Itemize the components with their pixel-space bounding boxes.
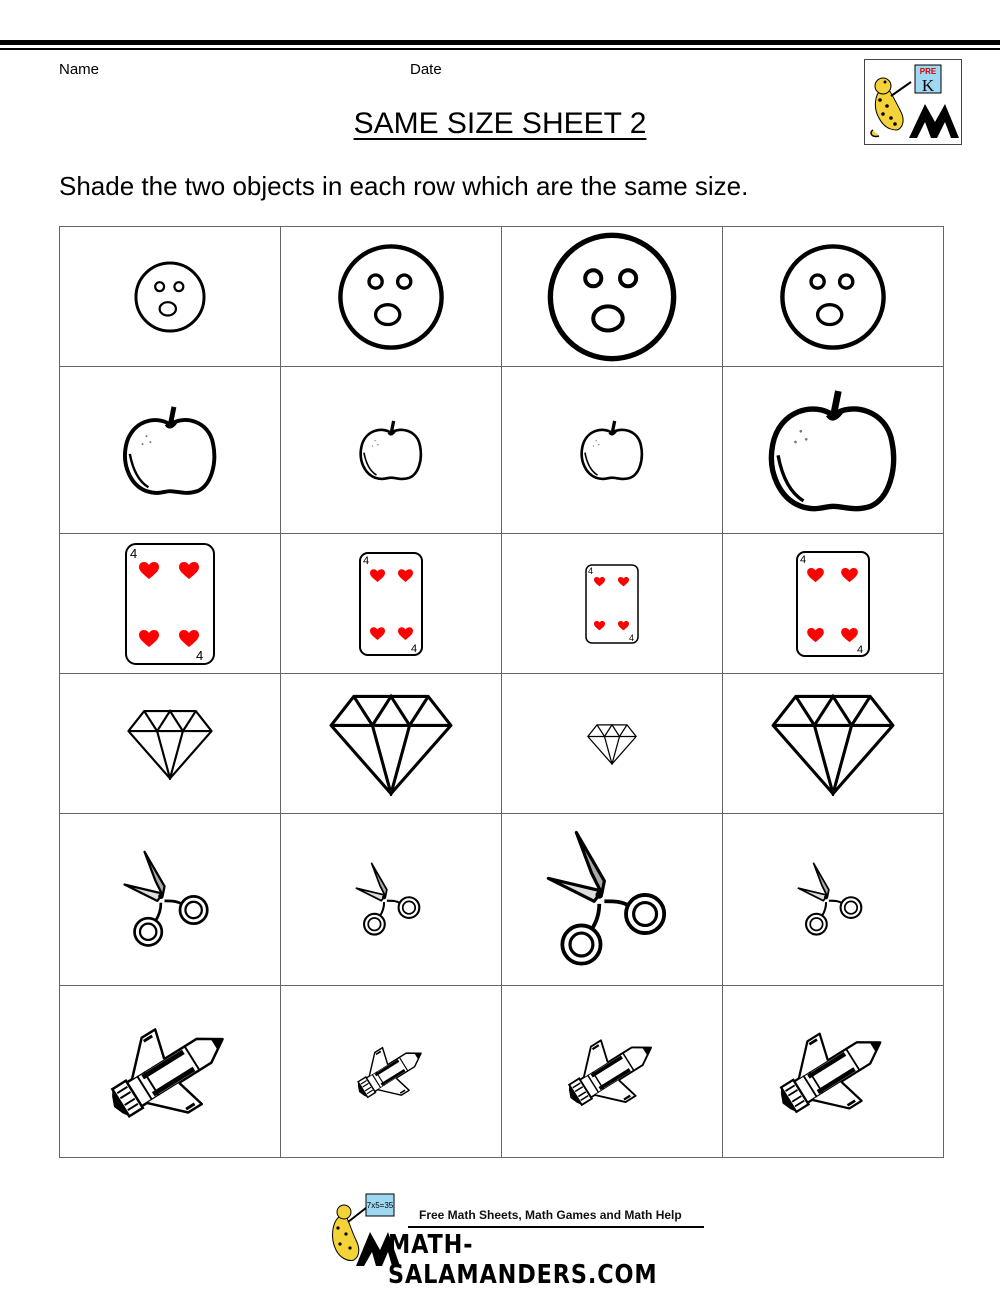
card-value-bottom: 4 xyxy=(411,642,418,655)
cell-face-3[interactable] xyxy=(502,227,723,367)
cell-apple-2[interactable] xyxy=(281,367,502,534)
card-value-bottom: 4 xyxy=(857,643,864,656)
logo-badge-pre: PRE xyxy=(919,67,937,76)
footer-logo[interactable] xyxy=(322,1192,712,1290)
diamond-icon xyxy=(329,692,453,796)
instructions: Shade the two objects in each row which are the same size. xyxy=(59,171,749,201)
footer-site-name[interactable]: MATH-SALAMANDERS.COM xyxy=(388,1230,658,1290)
name-label: Name xyxy=(59,61,100,78)
footer-divider xyxy=(408,1226,704,1228)
cell-scissors-4[interactable] xyxy=(723,814,944,986)
worksheet-grid xyxy=(59,226,944,1158)
page-title: SAME SIZE SHEET 2 xyxy=(353,107,647,140)
scissors-icon xyxy=(796,862,870,938)
cell-scissors-3[interactable] xyxy=(502,814,723,986)
cell-shuttle-2[interactable] xyxy=(281,986,502,1158)
header-rule-thick xyxy=(0,40,1000,45)
space-shuttle-icon xyxy=(770,1018,896,1126)
cell-apple-1[interactable] xyxy=(60,367,281,534)
diamond-icon xyxy=(771,692,895,796)
surprised-face-icon xyxy=(778,242,888,352)
cell-shuttle-1[interactable] xyxy=(60,986,281,1158)
cell-scissors-2[interactable] xyxy=(281,814,502,986)
apple-icon xyxy=(578,417,646,483)
cell-shuttle-3[interactable] xyxy=(502,986,723,1158)
cell-shuttle-4[interactable] xyxy=(723,986,944,1158)
logo-badge-k: K xyxy=(921,76,935,95)
space-shuttle-icon xyxy=(351,1037,431,1107)
row-faces xyxy=(60,227,944,367)
cell-diamond-4[interactable] xyxy=(723,674,944,814)
apple-icon xyxy=(766,382,900,518)
card-value-top: 4 xyxy=(363,554,370,567)
row-shuttles xyxy=(60,986,944,1158)
cell-diamond-3[interactable] xyxy=(502,674,723,814)
cell-diamond-1[interactable] xyxy=(60,674,281,814)
card-value-bottom: 4 xyxy=(629,632,635,643)
playing-card-icon xyxy=(584,563,640,645)
playing-card-icon xyxy=(358,551,424,657)
row-scissors xyxy=(60,814,944,986)
header-rule-thin xyxy=(0,48,1000,50)
scissors-icon xyxy=(120,850,220,950)
cell-face-1[interactable] xyxy=(60,227,281,367)
space-shuttle-icon xyxy=(100,1012,240,1132)
apple-icon xyxy=(120,401,220,499)
footer-logo-badge: 7x5=35 xyxy=(366,1201,394,1210)
surprised-face-icon xyxy=(133,260,207,334)
card-value-top: 4 xyxy=(130,545,138,561)
cell-card-4[interactable] xyxy=(723,534,944,674)
cell-apple-3[interactable] xyxy=(502,367,723,534)
cell-face-4[interactable] xyxy=(723,227,944,367)
row-diamonds xyxy=(60,674,944,814)
cell-face-2[interactable] xyxy=(281,227,502,367)
diamond-icon xyxy=(127,708,213,780)
footer-tagline: Free Math Sheets, Math Games and Math Help xyxy=(419,1208,682,1222)
diamond-icon xyxy=(587,723,637,765)
cell-card-3[interactable] xyxy=(502,534,723,674)
scissors-icon xyxy=(354,862,428,938)
scissors-icon xyxy=(544,830,680,970)
card-value-top: 4 xyxy=(800,553,807,566)
cell-apple-4[interactable] xyxy=(723,367,944,534)
card-value-top: 4 xyxy=(588,565,594,576)
playing-card-icon xyxy=(795,550,871,658)
playing-card-icon xyxy=(124,542,216,666)
card-value-bottom: 4 xyxy=(196,647,204,663)
space-shuttle-icon xyxy=(560,1027,664,1117)
cell-card-1[interactable] xyxy=(60,534,281,674)
cell-diamond-2[interactable] xyxy=(281,674,502,814)
cell-scissors-1[interactable] xyxy=(60,814,281,986)
row-apples xyxy=(60,367,944,534)
cell-card-2[interactable] xyxy=(281,534,502,674)
apple-icon xyxy=(357,417,425,483)
date-label: Date xyxy=(410,61,442,78)
surprised-face-icon xyxy=(336,242,446,352)
surprised-face-icon xyxy=(545,230,679,364)
row-cards xyxy=(60,534,944,674)
